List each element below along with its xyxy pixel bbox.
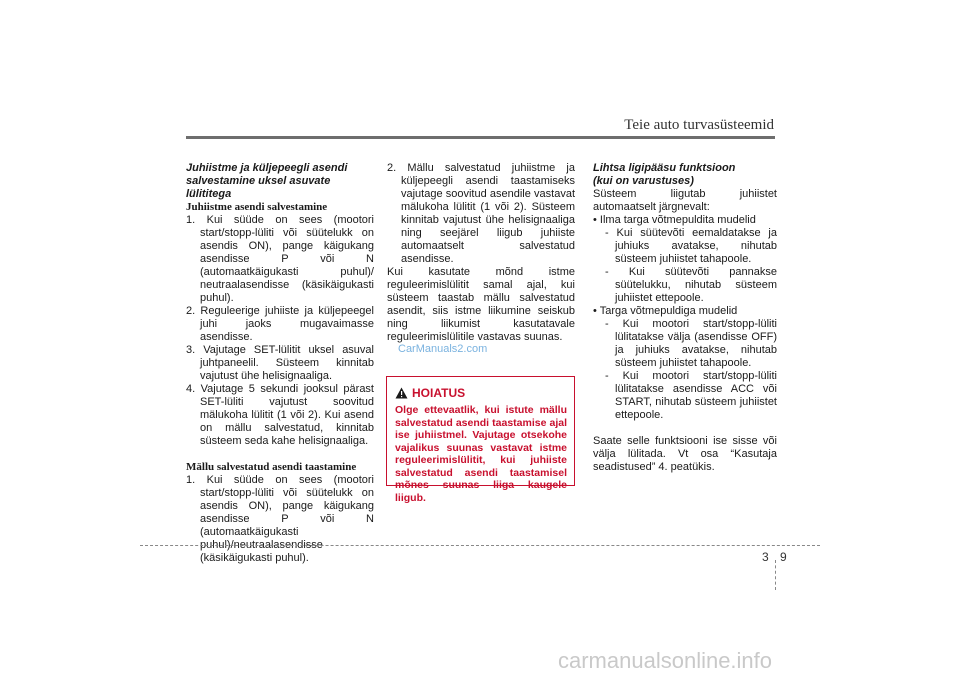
list-item: - Kui süütevõti eemaldatakse ja juhiuks avatakse, nihutab süsteem juhiistet tahapoole. bbox=[605, 227, 777, 265]
warning-box bbox=[386, 376, 575, 504]
list-item: 1. Kui süüde on sees (mootori start/stopp-lüliti või süütelukk on asendis ON), pange käigukang asendisse P või N (automaatkäigukasti puhul)/ neutraalasendisse (käsikäigukasti puhul). bbox=[186, 214, 374, 304]
header-rule bbox=[186, 136, 775, 139]
column-3 bbox=[593, 162, 777, 474]
section-title: Lihtsa ligipääsu funktsioon bbox=[593, 162, 736, 174]
paragraph: Saate selle funktsiooni ise sisse või välja lülitada. Vt osa “Kasutaja seadistused” 4. peatükis. bbox=[593, 435, 777, 473]
section-title-note: (kui on varustuses) bbox=[593, 175, 694, 187]
warning-text: Olge ettevaatlik, kui istute mällu salvestatud asendi taastamise ajal ise juhiistmel. Vajutage otsekohe vajalikus suunas vastavat istme reguleerimislülitit, kui juhiiste salvestatud asendi taastamisel mõnes suunas liiga kaugele liigub. bbox=[395, 404, 567, 504]
bullet-item: • Targa võtmepuldiga mudelid bbox=[593, 305, 738, 317]
page-number: 9 bbox=[780, 550, 787, 564]
paragraph: Kui kasutate mõnd istme reguleerimislülitit samal ajal, kui süsteem taastab mällu salvestatud asendit, siis istme liikumine seiskub ning liikumist kasutatavale reguleerimislülitile vastavas suunas. bbox=[387, 266, 575, 343]
list-item: - Kui mootori start/stopp-lüliti lülitatakse välja (asendisse OFF) ja juhiuks avatakse, nihutab süsteem juhiistet tahapoole. bbox=[605, 318, 777, 369]
section-title: Juhiistme ja küljepeegli asendi salvestamine uksel asuvate lülititega bbox=[186, 162, 348, 200]
list-item: - Kui süütevõti pannakse süütelukku, nihutab süsteem juhiistet ettepoole. bbox=[605, 266, 777, 304]
list-item: - Kui mootori start/stopp-lüliti lülitatakse asendisse ACC või START, nihutab süsteem juhiistet ettepoole. bbox=[605, 370, 777, 421]
warning-triangle-icon bbox=[395, 387, 408, 399]
list-item: 2. Mällu salvestatud juhiistme ja küljepeegli asendi taastamiseks vajutage soovitud asendile vastavat mälukoha lülitit (1 või 2). Süsteem kinnitab vajutust ühe helisignaaliga ning seejärel liigub juhiiste automaatselt salvestatud asendisse. bbox=[387, 162, 575, 265]
page-header-title: Teie auto turvasüsteemid bbox=[624, 117, 774, 133]
watermark-inline: CarManuals2.com bbox=[398, 343, 488, 355]
watermark-bottom: carmanualsonline.info bbox=[558, 648, 773, 673]
subheading-save: Juhiistme asendi salvestamine bbox=[186, 201, 328, 213]
column-1 bbox=[186, 162, 374, 565]
footer-rule bbox=[140, 545, 820, 546]
list-item: 3. Vajutage SET-lülitit uksel asuval juhtpaneelil. Süsteem kinnitab vajutust ühe helisignaaliga. bbox=[186, 344, 374, 382]
page-number-divider bbox=[775, 560, 776, 590]
warning-title bbox=[395, 386, 465, 400]
warning-title-text: HOIATUS bbox=[412, 386, 466, 400]
list-item: 2. Reguleerige juhiiste ja küljepeegel juhi jaoks mugavaimasse asendisse. bbox=[186, 305, 374, 343]
subheading-restore: Mällu salvestatud asendi taastamine bbox=[186, 461, 357, 473]
column-2 bbox=[387, 162, 575, 344]
bullet-item: • Ilma targa võtmepuldita mudelid bbox=[593, 214, 756, 226]
chapter-number: 3 bbox=[762, 550, 769, 564]
list-item: 1. Kui süüde on sees (mootori start/stopp-lüliti või süütelukk on asendis ON), pange käigukang asendisse P või N (automaatkäigukasti puhul)/neutraalasendisse (käsikäigukasti puhul). bbox=[186, 474, 374, 564]
paragraph: Süsteem liigutab juhiistet automaatselt järgnevalt: bbox=[593, 188, 777, 213]
list-item: 4. Vajutage 5 sekundi jooksul pärast SET-lüliti vajutust soovitud mälukoha lülitit (1 või 2). Kui asend on mällu salvestatud, kinnitab süsteem seda kahe helisignaaliga. bbox=[186, 383, 374, 447]
